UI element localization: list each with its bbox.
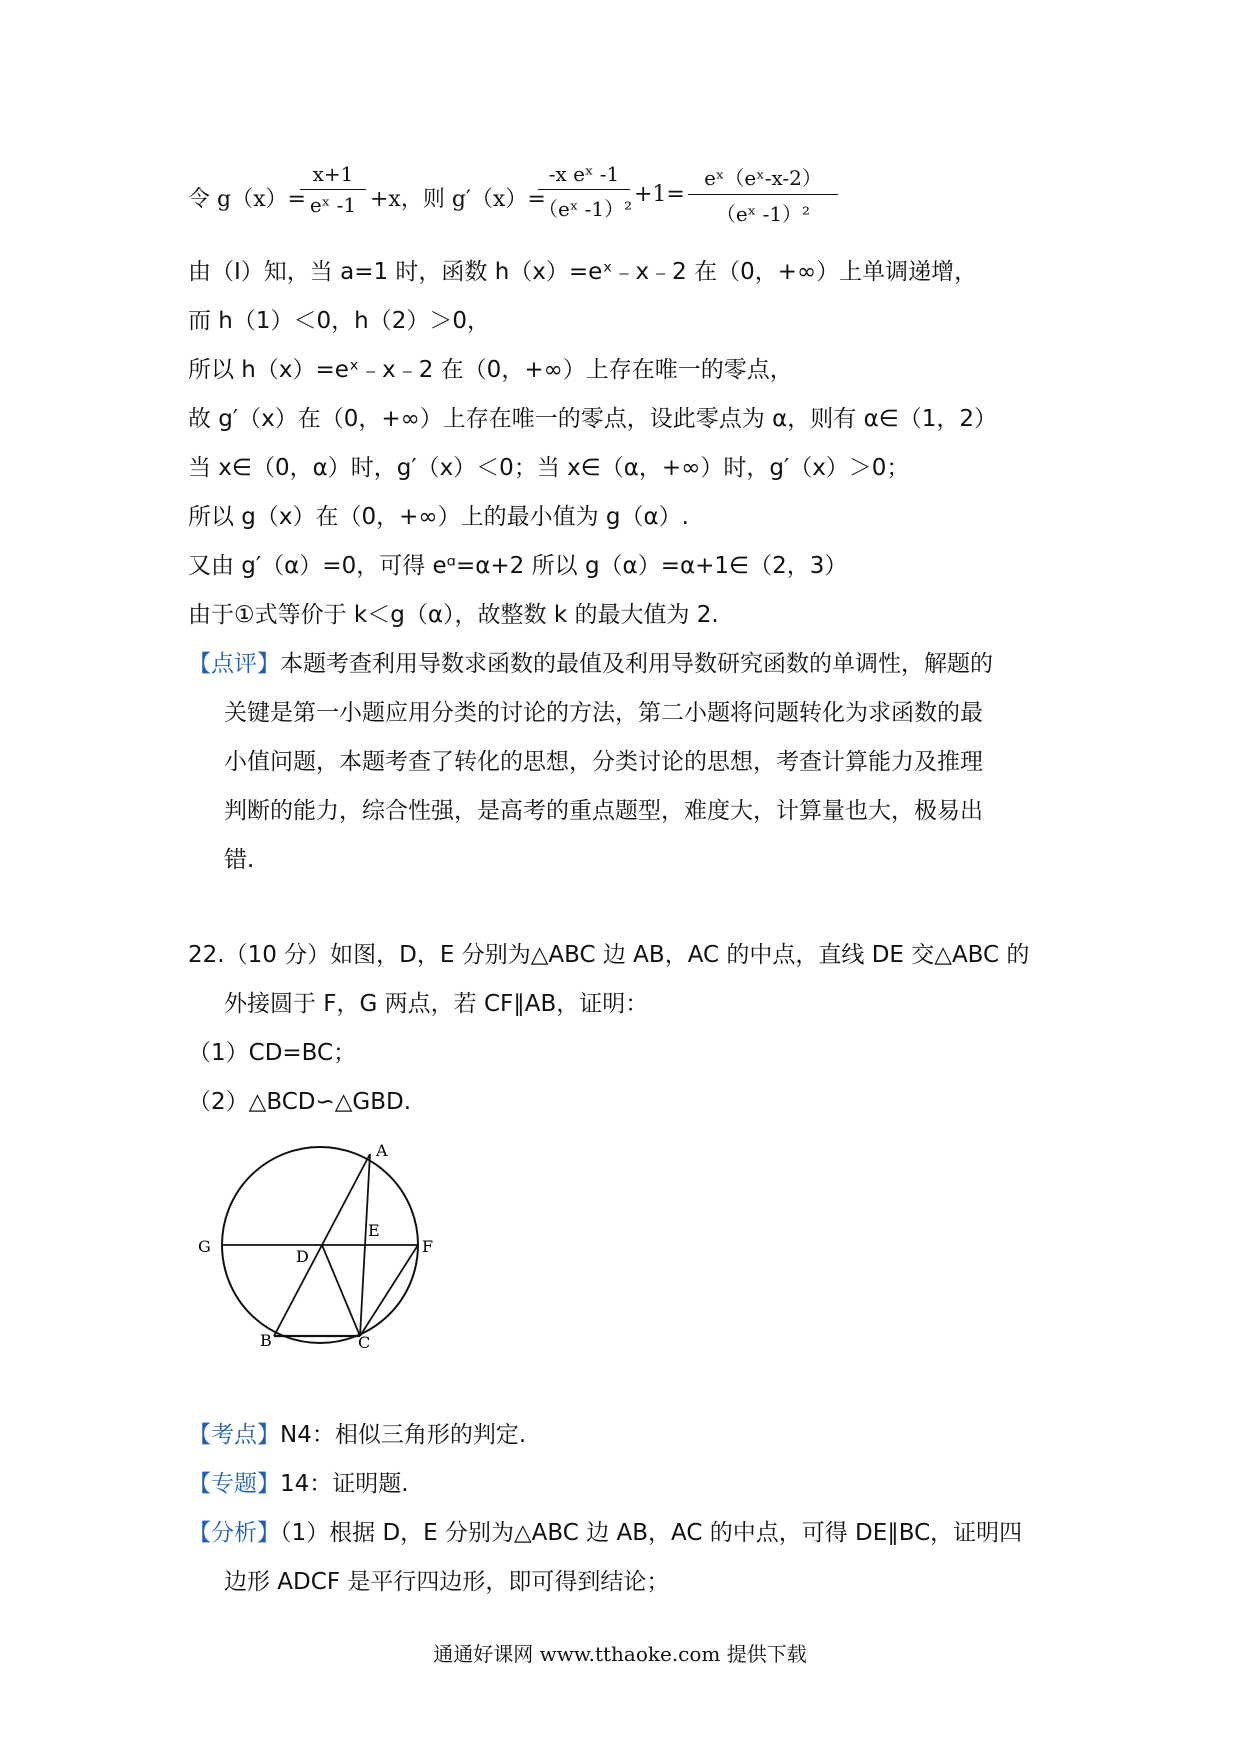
fenxi-tag: 【分析】 <box>188 1520 280 1546</box>
fenxi-line-2: 边形 ADCF 是平行四边形，即可得到结论； <box>224 1569 670 1595</box>
solution-line: 由于①式等价于 k＜g（α），故整数 k 的最大值为 2. <box>188 602 719 628</box>
solution-line: 又由 g′（α）=0，可得 eᵅ=α+2 所以 g（α）=α+1∈（2，3） <box>188 553 848 579</box>
solution-line: 当 x∈（0，α）时，g′（x）＜0；当 x∈（α，+∞）时，g′（x）＞0； <box>188 455 910 481</box>
fenxi-line-1 <box>188 1518 1022 1548</box>
label-C: C <box>358 1333 371 1350</box>
kaodian-tag: 【考点】 <box>188 1422 280 1448</box>
review-line: 判断的能力，综合性强，是高考的重点题型，难度大，计算量也大，极易出 <box>224 798 983 824</box>
fraction-1-numerator: x+1 <box>312 162 354 186</box>
fraction-3-denominator: （eˣ -1）² <box>715 202 811 226</box>
fraction-3 <box>688 162 838 227</box>
segment-CF <box>360 1245 418 1336</box>
page-footer: 通通好课网 www.tthaoke.com 提供下载 <box>433 1642 807 1666</box>
label-A: A <box>376 1141 388 1160</box>
fraction-1 <box>300 162 366 217</box>
solution-line: 由（I）知，当 a=1 时，函数 h（x）=eˣ﹣x﹣2 在（0，+∞）上单调递增， <box>188 259 978 285</box>
solution-line: 故 g′（x）在（0，+∞）上存在唯一的零点，设此零点为 α，则有 α∈（1，2） <box>188 406 998 432</box>
review-line: 错. <box>224 847 255 873</box>
zhuanti-text: 14：证明题. <box>280 1471 409 1497</box>
review-first-line <box>188 649 993 679</box>
fraction-2 <box>538 162 633 222</box>
question-part-1: （1）CD=BC； <box>188 1040 357 1066</box>
label-F: F <box>422 1237 434 1256</box>
label-E: E <box>368 1221 380 1240</box>
label-G: G <box>198 1237 211 1256</box>
solution-line: 而 h（1）＜0，h（2）＞0， <box>188 308 490 334</box>
solution-line: 所以 h（x）=eˣ﹣x﹣2 在（0，+∞）上存在唯一的零点， <box>188 357 793 383</box>
label-D: D <box>296 1247 309 1266</box>
fraction-3-numerator: eˣ（eˣ-x-2） <box>704 166 822 190</box>
fenxi-text: （1）根据 D，E 分别为△ABC 边 AB，AC 的中点，可得 DE∥BC，证明四 <box>280 1520 1023 1546</box>
kaodian-text: N4：相似三角形的判定. <box>280 1422 527 1448</box>
zhuanti-tag: 【专题】 <box>188 1471 280 1497</box>
zhuanti-line <box>188 1469 409 1499</box>
review-line: 关键是第一小题应用分类的讨论的方法，第二小题将问题转化为求函数的最 <box>224 700 983 726</box>
review-text: 本题考查利用导数求函数的最值及利用导数研究函数的单调性，解题的 <box>280 651 993 677</box>
question-line-1: 22.（10 分）如图，D，E 分别为△ABC 边 AB，AC 的中点，直线 DE 交△ABC 的 <box>188 942 1030 968</box>
question-line-2: 外接圆于 F，G 两点，若 CF∥AB，证明： <box>224 991 649 1017</box>
solution-line: 所以 g（x）在（0，+∞）上的最小值为 g（α）. <box>188 504 689 530</box>
fraction-2-numerator: -x eˣ -1 <box>548 162 620 186</box>
fraction-2-denominator: （eˣ -1）² <box>538 197 633 221</box>
formula-intro: 令 g（x）= <box>188 187 306 212</box>
review-tag: 【点评】 <box>188 651 280 677</box>
segment-DC <box>322 1245 360 1336</box>
review-line: 小值问题，本题考查了转化的思想，分类讨论的思想，考查计算能力及推理 <box>224 749 983 775</box>
geometry-diagram <box>196 1140 436 1350</box>
label-B: B <box>260 1331 272 1350</box>
formula-plus-one: +1= <box>634 182 685 207</box>
question-part-2: （2）△BCD∽△GBD. <box>188 1089 412 1115</box>
kaodian-line <box>188 1420 526 1450</box>
formula-plus-x: +x，则 g′（x）= <box>370 187 546 212</box>
fraction-1-denominator: eˣ -1 <box>309 193 357 217</box>
